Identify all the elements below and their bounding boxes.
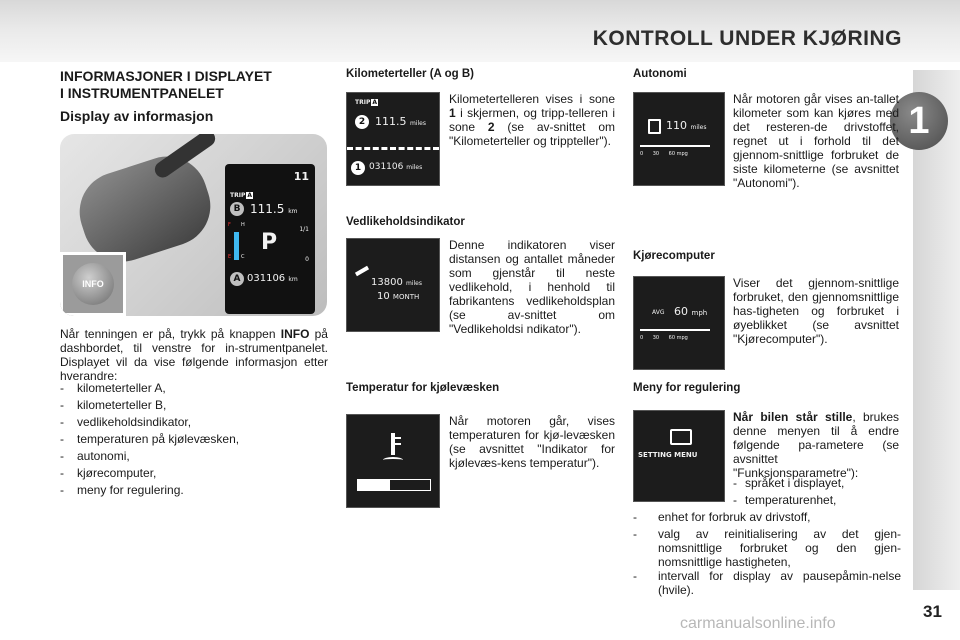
page-title: KONTROLL UNDER KJØRING: [592, 27, 902, 50]
toolbox-icon: [670, 429, 692, 445]
temp-text: Når motoren går, vises temperaturen for kjø-levæsken (se avsnittet "Indikator for kjølevæs-kens temperatur").: [449, 414, 615, 470]
service-distance: 13800 miles: [371, 277, 422, 288]
service-months: 10 MONTH: [377, 291, 420, 302]
section-title-line-2: I INSTRUMENTPANELET: [60, 85, 224, 101]
temp-gauge-fill: [358, 480, 390, 490]
ratio-label: 1/1: [299, 226, 309, 233]
autonomy-value: 110 miles: [666, 119, 707, 132]
odo-heading: Kilometerteller (A og B): [346, 68, 475, 80]
intro-paragraph: Når tenningen er på, trykk på knappen INFO på dashbordet, til venstre for in-strumentpanelet. Displayet vil da vise følgende informasjon etter hverandre:: [60, 327, 328, 383]
menu-heading: Meny for regulering: [633, 382, 741, 394]
fuel-full-mark: F: [228, 222, 231, 228]
page-header: [0, 0, 960, 62]
list-item: - kilometerteller A,: [60, 381, 166, 395]
menu-item: - enhet for forbruk av drivstoff,: [633, 510, 811, 524]
list-item: - vedlikeholdsindikator,: [60, 415, 192, 429]
zone-2-marker: 2: [355, 115, 369, 129]
fuel-pump-icon: [648, 119, 661, 134]
setting-menu-screen: [633, 410, 725, 502]
menu-sub-item: - språket i displayet,: [733, 476, 845, 490]
autonomy-text: Når motoren går vises an-tallet kilometer som kan kjøres med det resteren-de drivstoffet, regnet ut i forhold til det gjennom-snittlige forbruket de siste kilometerne (se avsnittet "Autonomi").: [733, 92, 899, 190]
temp-heading: Temperatur for kjølevæsken: [346, 382, 500, 394]
menu-item: - valg av reinitialisering av det gjen-nomsnittlige forbruket og den gjen-nomsnittlige hastigheten,: [633, 527, 901, 569]
temp-hot-mark: H: [241, 222, 245, 228]
gear-indicator: P: [261, 230, 278, 255]
consumption-bar: [640, 145, 710, 147]
avg-speed-value: 60 mph: [674, 305, 708, 318]
trip-label: TRIP A: [230, 192, 252, 199]
list-item: - kjørecomputer,: [60, 466, 157, 480]
wrench-icon: [355, 266, 369, 276]
dashboard-photo: [60, 134, 327, 316]
page-number: 31: [923, 602, 942, 621]
trip-label: TRIP A: [355, 99, 377, 106]
odo-a-value: 031106 km: [247, 273, 298, 284]
scale-labels: 0 30 60 mpg: [640, 335, 688, 341]
display-time: 11: [293, 170, 309, 183]
trip-computer-screen: [633, 276, 725, 370]
trip-b-value: 111.5 km: [250, 202, 298, 216]
zone-1-marker: 1: [351, 161, 365, 175]
watermark: carmanualsonline.info: [680, 615, 836, 632]
info-button: INFO: [72, 263, 114, 305]
temp-cold-mark: C: [241, 254, 245, 260]
service-text: Denne indikatoren viser distansen og antallet måneder som gjenstår til neste vedlikehold, i henhold til fabrikantens vedlikeholdsplan (se av-snittet om "Vedlikeholdsi ndikator").: [449, 238, 615, 336]
consumption-bar: [640, 329, 710, 331]
odometer-screen: [346, 92, 440, 186]
autonomy-screen: [633, 92, 725, 186]
zone-divider: [347, 147, 439, 150]
avg-label: AVG: [652, 309, 665, 316]
odo-a-marker: A: [230, 272, 244, 286]
trip-value: 111.5 miles: [375, 115, 426, 128]
section-title-line-1: INFORMASJONER I DISPLAYET: [60, 68, 272, 84]
list-item: - meny for regulering.: [60, 483, 184, 497]
section-subtitle: Display av informasjon: [60, 108, 214, 124]
computer-heading: Kjørecomputer: [633, 250, 715, 262]
instrument-display: [225, 164, 315, 314]
service-screen: [346, 238, 440, 332]
odo-value: 031106 miles: [369, 162, 423, 172]
menu-item: - intervall for display av pausepåmin-nelse (hvile).: [633, 569, 901, 597]
fuel-empty-mark: E: [228, 254, 232, 260]
section-title: [60, 68, 272, 102]
computer-text: Viser det gjennom-snittlige forbruket, den gjennomsnittlige has-tigheten og forbruket i øyeblikket (se avsnittet "Kjørecomputer").: [733, 276, 899, 346]
fuel-gauge-bar: [234, 232, 239, 260]
setting-menu-label: SETTING MENU: [638, 451, 698, 459]
info-keyword: INFO: [280, 327, 310, 341]
coolant-temp-screen: [346, 414, 440, 508]
scale-labels: 0 30 60 mpg: [640, 151, 688, 157]
menu-sub-item: - temperaturenhet,: [733, 493, 837, 507]
list-item: - temperaturen på kjølevæsken,: [60, 432, 240, 446]
list-item: - kilometerteller B,: [60, 398, 167, 412]
menu-text: Når bilen står stille, brukes denne menyen til å endre følgende pa-rametere (se avsnittet "Funksjonsparametre"):: [733, 410, 899, 480]
list-item: - autonomi,: [60, 449, 130, 463]
odo-text: Kilometertelleren vises i sone 1 i skjermen, og tripp-telleren i sone 2 (se av-snittet om "Kilometerteller og trippteller").: [449, 92, 615, 148]
trip-b-marker: B: [230, 202, 244, 216]
coolant-temp-icon: [383, 433, 403, 463]
autonomy-heading: Autonomi: [633, 68, 687, 80]
zero-label: 0: [305, 256, 309, 263]
service-heading: Vedlikeholdsindikator: [346, 216, 465, 228]
chapter-number-badge: 1: [890, 92, 948, 150]
temp-gauge-frame: [357, 479, 431, 491]
